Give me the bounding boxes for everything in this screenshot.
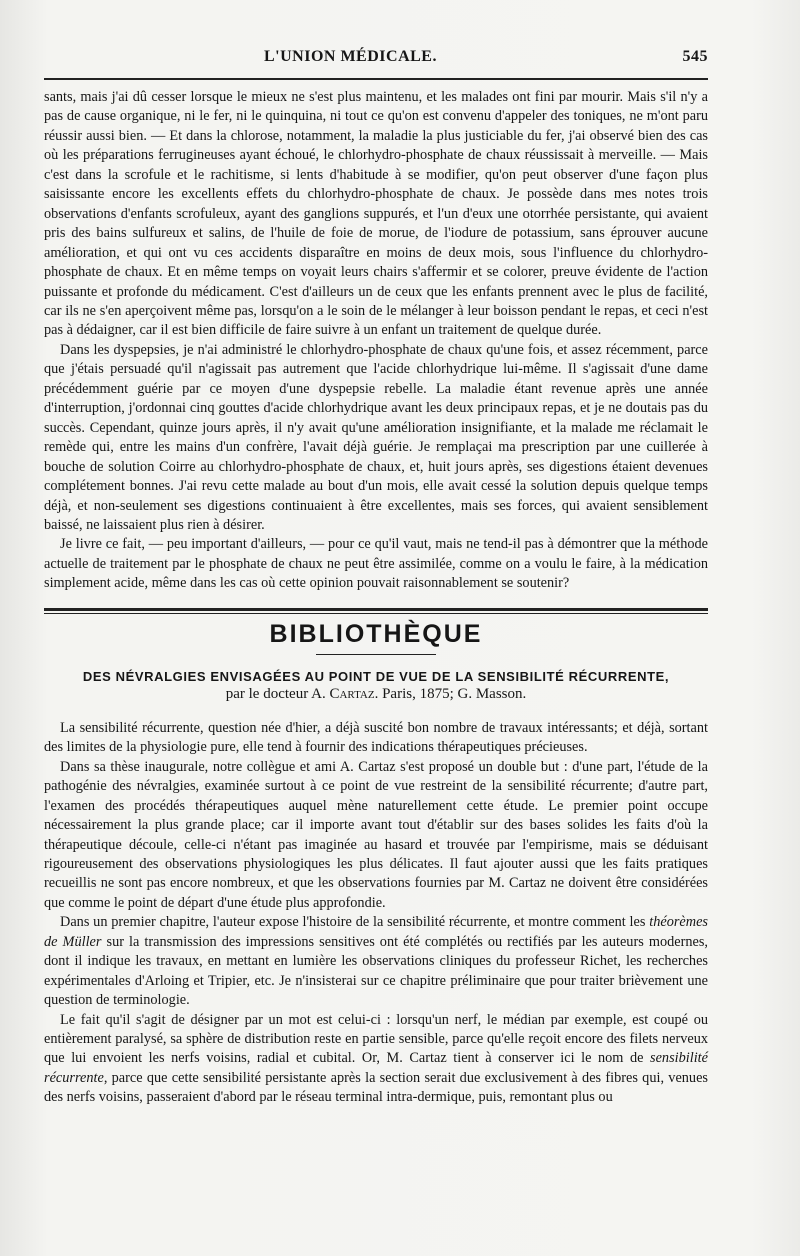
book-title: DES NÉVRALGIES ENVISAGÉES AU POINT DE VUE DE LA SENSIBILITÉ RÉCURRENTE, [82,668,670,684]
p3-text-a: Dans un premier chapitre, l'auteur expose l'histoire de la sensibilité récurrente, et montre comment les [60,914,650,931]
author-name: Cartaz [329,685,375,702]
p4-text-a: Le fait qu'il s'agit de désigner par un mot est celui-ci : lorsqu'un nerf, le médian par exemple, est coupé ou entièrement paralysé, sa sphère de distribution reste en partie sensible, parce qu'elle reçoit encore des filets nerveux que lui envoient les nerfs voisins, radial et cubital. Or, M. Cartaz tient à conserver ici le nom de [44,1011,708,1067]
review-paragraph-1: La sensibilité récurrente, question née d'hier, a déjà suscité bon nombre de travaux intéressants; et déjà, sortant des limites de la physiologie pure, elle tend à fournir des indications thérapeutiques précieuses. [44,719,708,756]
header-rule [44,78,708,80]
book-author [44,686,708,703]
review-paragraph-4 [44,1011,708,1108]
section-divider [44,608,708,614]
publication-info: . Paris, 1875; G. Masson. [374,685,527,702]
paragraph-conclusion: Je livre ce fait, — peu important d'ailleurs, — pour ce qu'il vaut, mais ne tend-il pas à démontrer que la méthode actuelle de traitement par le phosphate de chaux ne peut être assimilée, comme on a voulu le faire, à la médication simplement acide, même dans les cas où cette opinion pouvait raisonnablement se soutenir? [44,536,708,592]
journal-title: L'UNION MÉDICALE. [264,48,437,65]
review-paragraph-3 [44,913,708,1010]
running-head [44,48,708,74]
author-prefix: par le docteur A. [225,685,330,702]
paragraph-dyspepsies: Dans les dyspepsies, je n'ai administré le chlorhydro-phosphate de chaux qu'une fois, et assez récemment, parce que j'étais persuadé qu'il n'agissait pas autrement que l'acide chlorhydrique lui-même. Il s'agissait d'une dame précédemment guérie par ce moyen d'une dyspepsie rebelle. La maladie étant revenue après une année d'interruption, j'ordonnai cinq gouttes d'acide chlorhydrique avant les deux principaux repas, et je ne doutais pas du succès. Cependant, quinze jours après, il n'y avait qu'une amélioration insignifiante, et la malade me réclamait le remède qui, entre les mains d'un confrère, l'avait déjà guérie. Je remplaçai ma prescription par une cuillerée à bouche de solution Coirre au chlorhydro-phosphate de chaux, et, huit jours après, ses digestions étaient devenues complétement bonnes. J'ai revu cette malade au bout d'un mois, elle avait cessé la solution depuis quelque temps déjà, et non-seulement ses digestions continuaient à être excellentes, mais ses forces, qui avaient sensiblement baissé, ne laissaient plus rien à désirer. [44,341,708,533]
p3-text-b: sur la transmission des impressions sensitives ont été complétés ou rectifiés par les auteurs modernes, dont il indique les travaux, en mettant en lumière les observations cliniques du professeur Richet, les recherches expérimentales d'Arloing et Tripier, etc. Je n'insisterai sur ce chapitre préliminaire que pour traiter brièvement une question de terminologie. [44,933,708,1009]
review-paragraph-2: Dans sa thèse inaugurale, notre collègue et ami A. Cartaz s'est proposé un double but : d'une part, l'étude de la pathogénie des névralgies, examinée surtout à ce point de vue restreint de la sensibilité récurrente; d'autre part, l'examen des procédés thérapeutiques auquel mène naturellement cette étude. Le premier point occupe nécessairement la plus grande place; car il importe avant tout d'établir sur des bases solides les faits d'où la thérapeutique découle, celle-ci n'étant pas imaginée au hasard et trouvée par l'empirisme, mais se déduisant rigoureusement des observations physiologiques les plus délicates. Il faut ajouter aussi que les faits pratiques recueillis ne sont pas encore nombreux, et que les observations fournies par M. Cartaz ne doivent être considérées que comme le point de départ d'une étude plus approfondie. [44,758,708,911]
section-title: BIBLIOTHÈQUE [269,619,483,648]
title-underline [316,654,436,655]
p3-italic: théorèmes de Müller [44,914,708,950]
p4-italic: sensibilité récurrente [44,1050,708,1086]
page-number: 545 [682,48,708,65]
paragraph-continued: sants, mais j'ai dû cesser lorsque le mieux ne s'est plus maintenu, et les malades ont fini par mourir. Mais s'il n'y a pas de cause organique, ni le fer, ni le quinquina, ni tout ce qu'on est convenu d'appeler des toniques, ne m'ont paru réussir aussi bien. — Et dans la chlorose, notamment, la maladie la plus justiciable du fer, j'ai observé bien des cas où les préparations ferrugineuses ayant échoué, le chlorhydro-phosphate de chaux réussissait à merveille. — Mais c'est dans la scrofule et le rachitisme, si lents d'habitude à se modifier, qu'on peut observer d'une façon plus saisissante encore les excellents effets du chlorhydro-phosphate de chaux. Je possède dans mes notes trois observations d'enfants scrofuleux, ayant des ganglions suppurés, et l'un d'eux une otorrhée persistante, qui avaient pris des bains sulfureux et salins, de l'huile de foie de morue, de l'iodure de potassium, sans éprouver aucune amélioration, et qui ont vu ces accidents disparaître en moins de deux mois, sous l'influence du chlorhydro-phosphate de chaux. Et en même temps on voyait leurs chairs s'affermir et se colorer, preuve évidente de l'action puissante et profonde du médicament. C'est d'ailleurs un de ceux que les enfants prennent avec le plus de facilité, car ils ne s'en aperçoivent même pas, lorsqu'on a le soin de le mélanger à leur boisson pendant le repas, et ceci n'est pas à dédaigner, car il est bien difficile de faire suivre à un enfant un traitement de quelque durée. [44,89,708,339]
p4-text-b: , parce que cette sensibilité persistante après la section serait due exclusivement à des fibres qui, venues des nerfs voisins, passeraient d'abord par le réseau terminal intra-dermique, puis, remontant plus ou [44,1069,708,1106]
